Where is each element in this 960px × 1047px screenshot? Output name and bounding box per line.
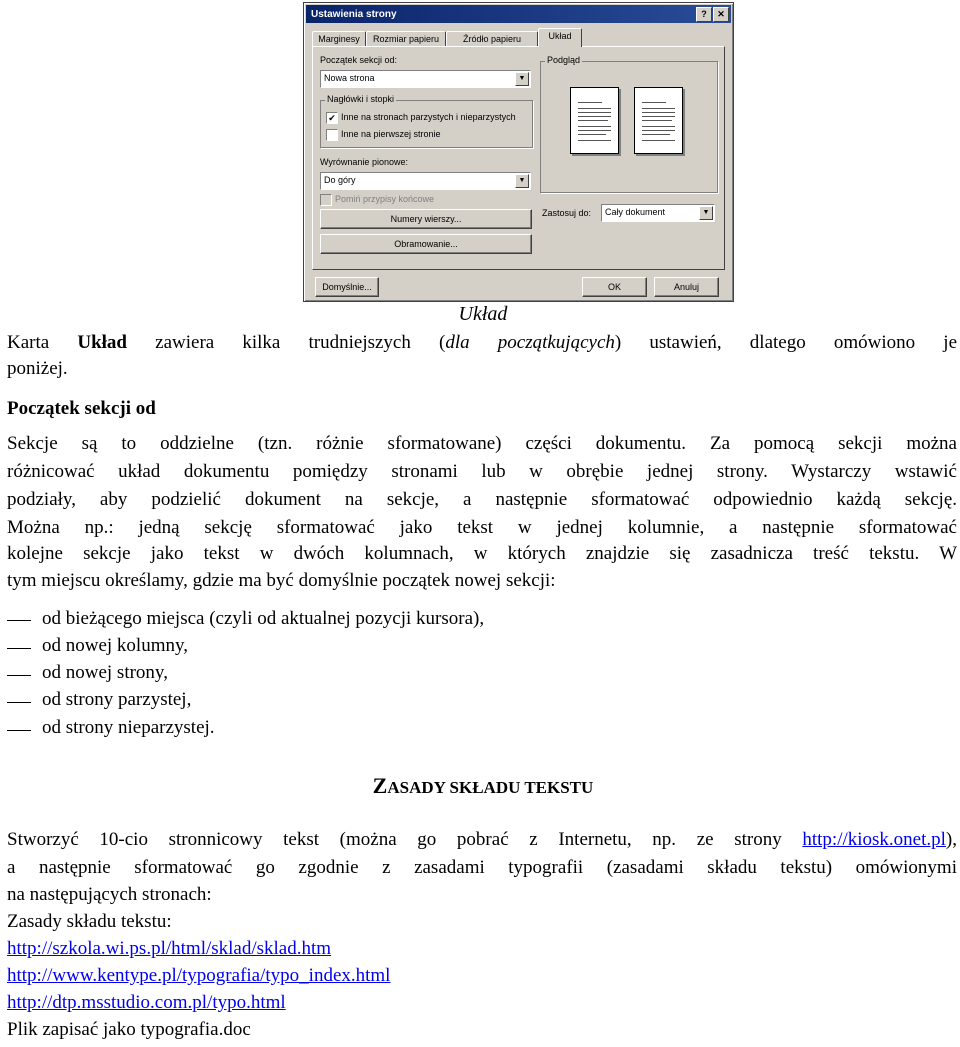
dialog-title: Ustawienia strony	[311, 9, 397, 20]
suppress-endnotes-label: Pomiń przypisy końcowe	[335, 194, 435, 204]
apply-to-label: Zastosuj do:	[542, 208, 592, 218]
vertical-align-value: Do góry	[324, 175, 356, 185]
list-item: od strony parzystej,	[42, 689, 192, 710]
default-button[interactable]: Domyślnie...	[315, 277, 379, 297]
section-start-label: Początek sekcji od:	[320, 55, 398, 65]
first-page-checkbox[interactable]	[326, 129, 338, 141]
tab-margins[interactable]: Marginesy	[312, 31, 366, 47]
preview-label: Podgląd	[547, 55, 581, 65]
list-dash	[7, 675, 31, 676]
vertical-align-label: Wyrównanie pionowe:	[320, 157, 408, 167]
body-line-1: Sekcje są to oddzielne (tzn. różnie sformatowane) części dokumentu. Za pomocą sekcji można	[7, 433, 957, 454]
borders-button[interactable]: Obramowanie...	[320, 234, 532, 254]
task-line-2: a następnie sformatować go zgodnie z zasadami typografii (zasadami składu tekstu) omówionymi	[7, 857, 957, 878]
body-line-5: kolejne sekcje jako tekst w dwóch kolumnach, w których znajdzie się zasadnicza treść tekstu. W	[7, 543, 957, 564]
tab-paper-size[interactable]: Rozmiar papieru	[366, 31, 446, 47]
chevron-down-icon[interactable]: ▼	[515, 174, 529, 188]
figure-caption: Układ	[458, 303, 508, 325]
list-item: od nowej strony,	[42, 662, 168, 683]
close-icon[interactable]: ✕	[713, 7, 729, 22]
first-page-label: Inne na pierwszej stronie	[341, 129, 441, 139]
page-setup-dialog	[303, 2, 734, 302]
preview-page-left	[570, 87, 619, 154]
suppress-endnotes-checkbox	[320, 194, 332, 206]
task-line-4: Zasady składu tekstu:	[7, 911, 172, 932]
tab-layout[interactable]: Układ	[538, 28, 582, 47]
section-start-value: Nowa strona	[324, 73, 375, 83]
kiosk-link[interactable]: http://kiosk.onet.pl	[802, 829, 946, 850]
headers-footers-label: Nagłówki i stopki	[327, 94, 395, 104]
odd-even-label: Inne na stronach parzystych i nieparzystych	[341, 112, 516, 122]
section-start-select[interactable]	[320, 70, 531, 88]
msstudio-link[interactable]: http://dtp.msstudio.com.pl/typo.html	[7, 992, 286, 1013]
chevron-down-icon[interactable]: ▼	[515, 72, 529, 86]
vertical-align-select[interactable]	[320, 172, 531, 190]
body-line-4: Można np.: jedną sekcję sformatować jako tekst w jednej kolumnie, a następnie sformatować	[7, 517, 957, 538]
list-item: od strony nieparzystej.	[42, 717, 215, 738]
tab-paper-source[interactable]: Źródło papieru	[446, 31, 538, 47]
list-dash	[7, 730, 31, 731]
apply-to-select[interactable]	[601, 204, 715, 222]
help-button[interactable]: ?	[696, 7, 712, 22]
list-item: od bieżącego miejsca (czyli od aktualnej pozycji kursora),	[42, 608, 485, 629]
body-line-6: tym miejscu określamy, gdzie ma być domyślnie początek nowej sekcji:	[7, 570, 556, 591]
cancel-button[interactable]: Anuluj	[654, 277, 719, 297]
line-numbers-button[interactable]: Numery wierszy...	[320, 209, 532, 229]
chevron-down-icon[interactable]: ▼	[699, 206, 713, 220]
intro-line-1: Karta Układ zawiera kilka trudniejszych (dla początkujących) ustawień, dlatego omówiono je	[7, 332, 958, 353]
preview-group	[540, 55, 718, 193]
dialog-titlebar	[306, 5, 731, 23]
odd-even-checkbox[interactable]: ✔	[326, 112, 338, 124]
list-dash	[7, 620, 31, 621]
list-item: od nowej kolumny,	[42, 635, 189, 656]
rules-heading: ZASADY SKŁADU TEKSTU	[372, 773, 594, 798]
kentype-link[interactable]: http://www.kentype.pl/typografia/typo_index.html	[7, 965, 391, 986]
apply-to-value: Cały dokument	[605, 207, 666, 217]
headers-footers-group	[320, 94, 533, 148]
task-last-line: Plik zapisać jako typografia.doc	[7, 1019, 251, 1040]
section-heading: Początek sekcji od	[7, 398, 156, 419]
task-line-3: na następujących stronach:	[7, 884, 212, 905]
task-line-1: Stworzyć 10-cio stronnicowy tekst (można go pobrać z Internetu, np. ze strony http://kiosk.onet.pl),	[7, 829, 957, 850]
ok-button[interactable]: OK	[582, 277, 647, 297]
layout-panel	[312, 46, 725, 270]
preview-page-right	[634, 87, 683, 154]
body-line-2: różnicować układ dokumentu pomiędzy stronami lub w obrębie jednej strony. Wystarczy wstawić	[7, 461, 957, 482]
list-dash	[7, 648, 31, 649]
list-dash	[7, 702, 31, 703]
body-line-3: podziały, aby podzielić dokument na sekcje, a następnie sformatować odpowiednio każdą sekcję.	[7, 489, 957, 510]
intro-line-2: poniżej.	[7, 358, 68, 379]
szkola-link[interactable]: http://szkola.wi.ps.pl/html/sklad/sklad.htm	[7, 938, 332, 959]
